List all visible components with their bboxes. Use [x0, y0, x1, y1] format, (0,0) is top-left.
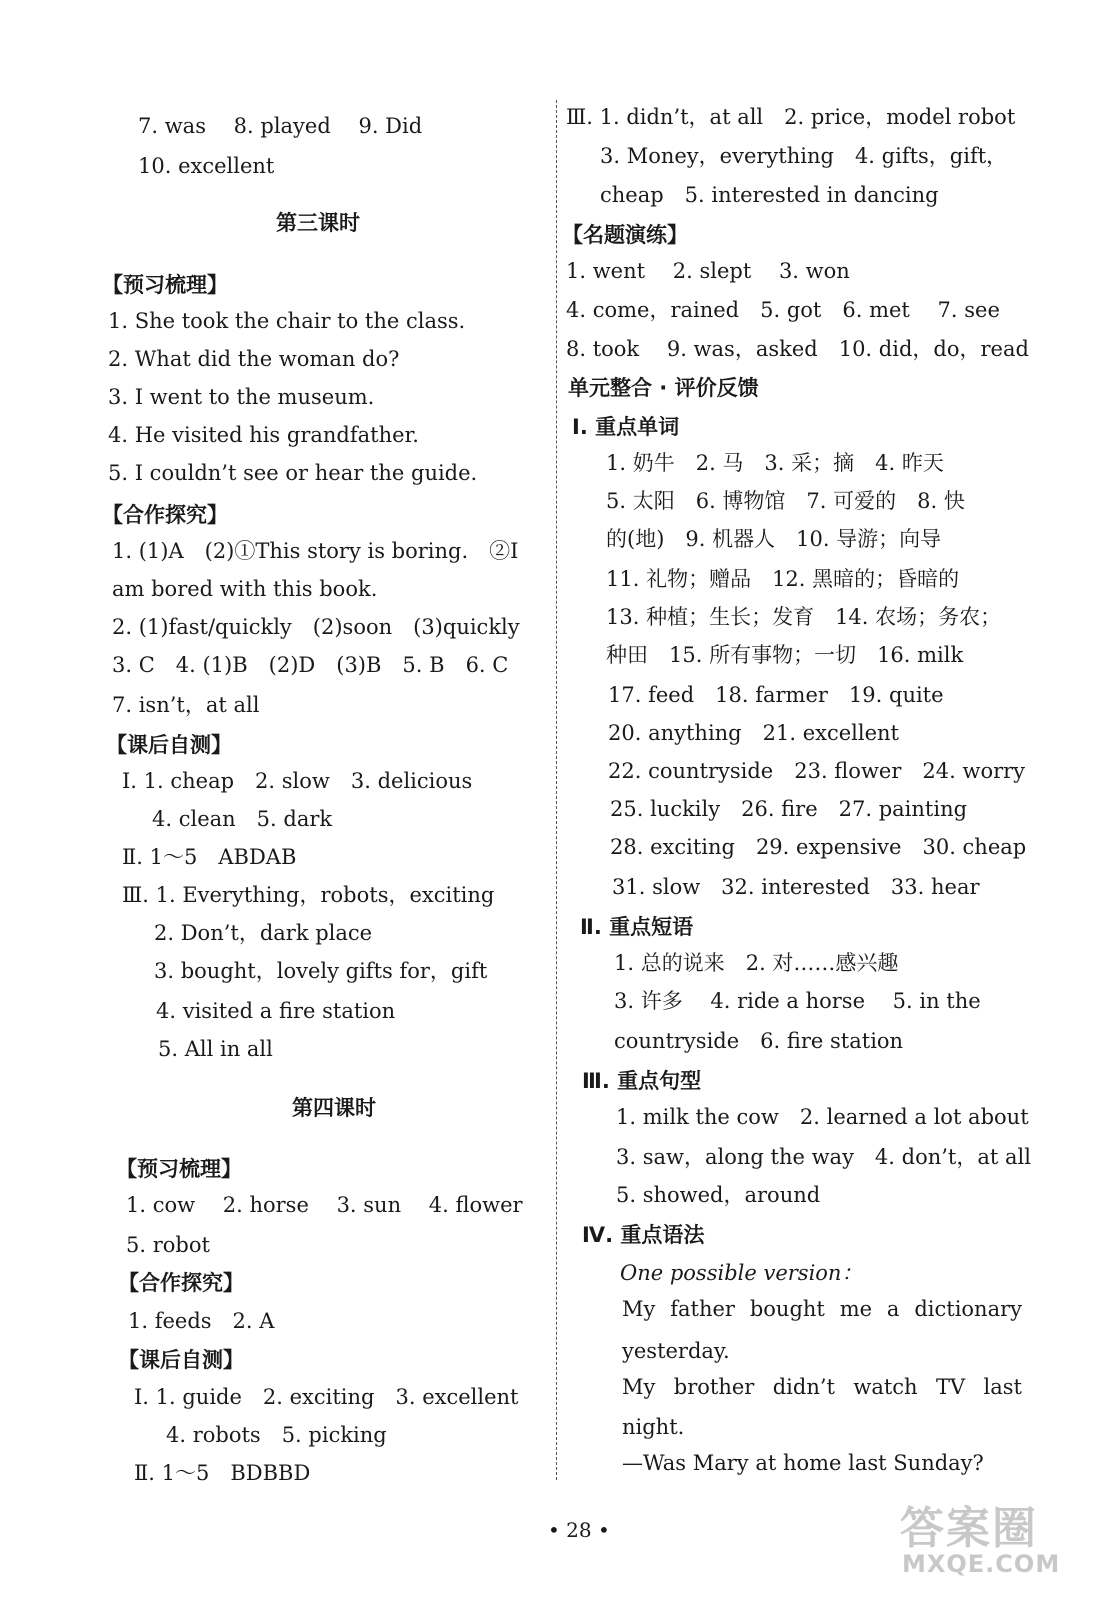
answer-line: 的(地) 9. 机器人 10. 导游；向导 — [606, 527, 942, 551]
answer-line: 4. come，rained 5. got 6. met 7. see — [566, 298, 1000, 322]
answer-line: night. — [622, 1415, 685, 1439]
answer-line: 8. took 9. was，asked 10. did，do，read — [566, 337, 1029, 361]
answer-line: 5. 太阳 6. 博物馆 7. 可爱的 8. 快 — [606, 489, 965, 513]
answer-line: 1. went 2. slept 3. won — [566, 259, 850, 283]
key-sentences-heading: Ⅲ. 重点句型 — [582, 1069, 702, 1093]
answer-line: 22. countryside 23. flower 24. worry — [608, 759, 1026, 783]
watermark-url: MXQE.COM — [902, 1550, 1061, 1578]
answer-line: 2. What did the woman do? — [108, 347, 400, 371]
answer-line: countryside 6. fire station — [614, 1029, 904, 1053]
answer-line: 4. clean 5. dark — [152, 807, 333, 831]
answer-line: 3. Money，everything 4. gifts，gift， — [600, 144, 1008, 168]
answer-line: 3. bought，lovely gifts for，gift — [154, 959, 488, 983]
answer-line: 1. feeds 2. A — [128, 1309, 275, 1333]
answer-line: 5. showed，around — [616, 1183, 821, 1207]
answer-line: My father bought me a dictionary — [622, 1297, 1022, 1321]
answer-line: 7. isn’t，at all — [112, 693, 260, 717]
answer-line: Ⅰ. 1. guide 2. exciting 3. excellent — [134, 1385, 519, 1409]
watermark-logo — [900, 1492, 1060, 1582]
possible-version-label: One possible version： — [620, 1261, 863, 1285]
answer-line: 25. luckily 26. fire 27. painting — [610, 797, 968, 821]
answer-line: 5. robot — [126, 1233, 210, 1257]
l3-coop-heading: 【合作探究】 — [102, 503, 228, 527]
answer-line: 10. excellent — [138, 154, 275, 178]
answer-line: 31. slow 32. interested 33. hear — [612, 875, 980, 899]
answer-line: 13. 种植；生长；发育 14. 农场；务农； — [606, 605, 1002, 629]
answer-line: 28. exciting 29. expensive 30. cheap — [610, 835, 1027, 859]
answer-line: cheap 5. interested in dancing — [600, 183, 939, 207]
answer-line: Ⅲ. 1. Everything，robots，exciting — [122, 883, 495, 907]
answer-line: 3. 许多 4. ride a horse 5. in the — [614, 989, 981, 1013]
key-words-heading: Ⅰ. 重点单词 — [572, 415, 680, 439]
l3-test-heading: 【课后自测】 — [106, 733, 232, 757]
famous-heading: 【名题演练】 — [562, 223, 688, 247]
answer-line: 17. feed 18. farmer 19. quite — [608, 683, 944, 707]
answer-line: 3. saw，along the way 4. don’t，at all — [616, 1145, 1031, 1169]
answer-line: 1. 总的说来 2. 对……感兴趣 — [614, 951, 899, 975]
watermark-text: 答案圈 — [900, 1503, 1038, 1554]
unit-review-heading: 单元整合 · 评价反馈 — [568, 376, 759, 400]
page-number: • 28 • — [548, 1518, 610, 1542]
answer-line: 5. I couldn’t see or hear the guide. — [108, 461, 478, 485]
column-divider — [556, 100, 557, 1480]
answer-line: 7. was 8. played 9. Did — [138, 114, 423, 138]
lesson3-title: 第三课时 — [276, 211, 360, 235]
l4-test-heading: 【课后自测】 — [118, 1348, 244, 1372]
answer-line: 3. C 4. (1)B (2)D (3)B 5. B 6. C — [112, 653, 509, 677]
answer-line: 1. 奶牛 2. 马 3. 采；摘 4. 昨天 — [606, 451, 944, 475]
answer-line: 4. robots 5. picking — [166, 1423, 387, 1447]
l4-coop-heading: 【合作探究】 — [118, 1271, 244, 1295]
answer-line: 1. cow 2. horse 3. sun 4. flower — [126, 1193, 523, 1217]
key-grammar-heading: Ⅳ. 重点语法 — [582, 1223, 705, 1247]
answer-line: 20. anything 21. excellent — [608, 721, 899, 745]
answer-line: 1. milk the cow 2. learned a lot about — [616, 1105, 1029, 1129]
answer-line: Ⅲ. 1. didn’t，at all 2. price，model robot — [566, 105, 1016, 129]
answer-line: 1. She took the chair to the class. — [108, 309, 466, 333]
answer-line: 4. He visited his grandfather. — [108, 423, 419, 447]
answer-line: am bored with this book. — [112, 577, 378, 601]
answer-line: yesterday. — [622, 1339, 730, 1363]
answer-line: 2. Don’t，dark place — [154, 921, 373, 945]
answer-line: 5. All in all — [158, 1037, 273, 1061]
key-phrases-heading: Ⅱ. 重点短语 — [580, 915, 694, 939]
answer-line: —Was Mary at home last Sunday? — [622, 1451, 984, 1475]
answer-line: 4. visited a fire station — [156, 999, 396, 1023]
answer-line: Ⅰ. 1. cheap 2. slow 3. delicious — [122, 769, 473, 793]
answer-line: My brother didn’t watch TV last — [622, 1375, 1022, 1399]
l3-preview-heading: 【预习梳理】 — [102, 273, 228, 297]
answer-line: 种田 15. 所有事物；一切 16. milk — [606, 643, 964, 667]
answer-line: 1. (1)A (2)①This story is boring. ②I — [112, 539, 519, 563]
answer-line: Ⅱ. 1～5 ABDAB — [122, 845, 297, 869]
answer-line: 11. 礼物；赠品 12. 黑暗的；昏暗的 — [606, 567, 960, 591]
answer-line: 2. (1)fast/quickly (2)soon (3)quickly — [112, 615, 520, 639]
answer-line: Ⅱ. 1～5 BDBBD — [134, 1461, 311, 1485]
l4-preview-heading: 【预习梳理】 — [116, 1157, 242, 1181]
answer-line: 3. I went to the museum. — [108, 385, 375, 409]
lesson4-title: 第四课时 — [292, 1096, 376, 1120]
